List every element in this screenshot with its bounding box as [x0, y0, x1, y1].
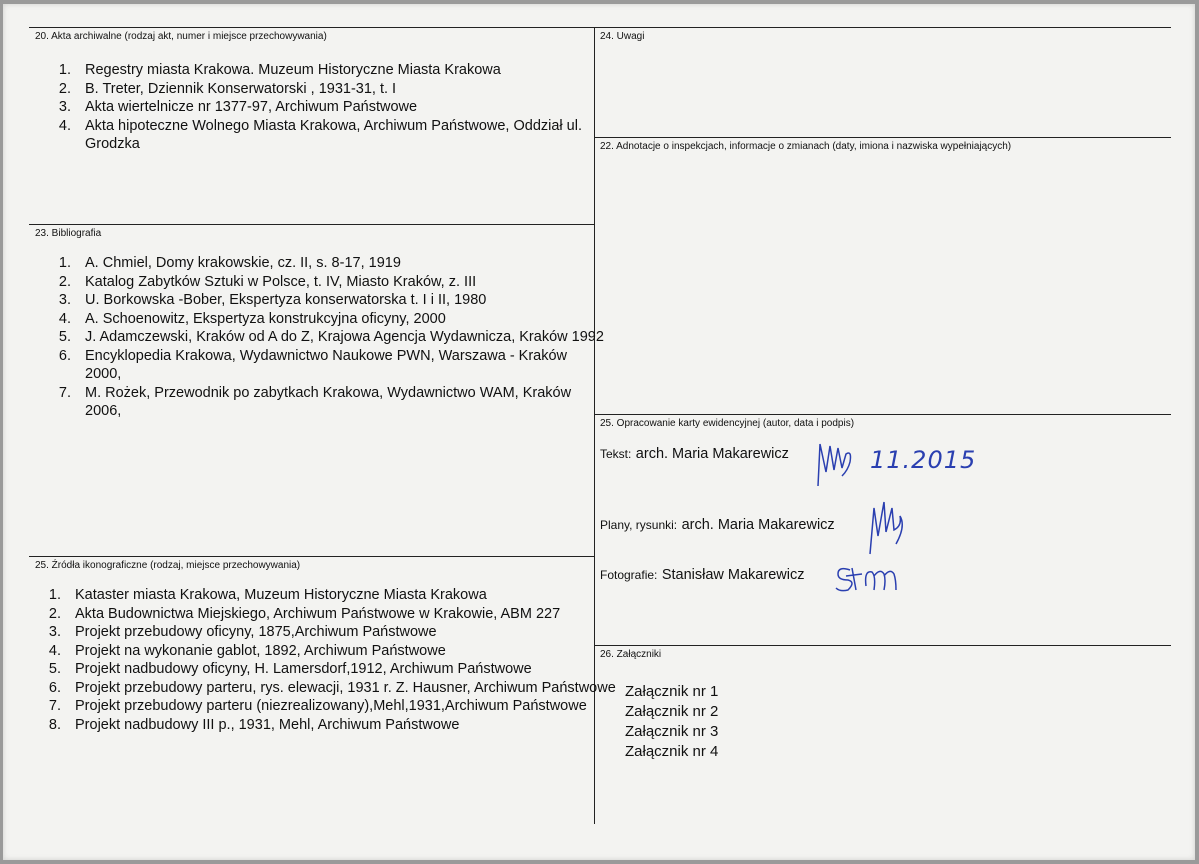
section-22-label: 22. Adnotacje o inspekcjach, informacje o zmianach (daty, imiona i nazwiska wypełniających): [600, 141, 1012, 152]
list-item: 4. Projekt na wykonanie gablot, 1892, Archiwum Państwowe: [65, 642, 627, 661]
rule-left-25: [29, 556, 594, 557]
list-item: 3. Projekt przebudowy oficyny, 1875,Archiwum Państwowe: [65, 623, 627, 642]
list-item: 2. Katalog Zabytków Sztuki w Polsce, t. IV, Miasto Kraków, z. III: [75, 273, 605, 292]
section-20-label: 20. Akta archiwalne (rodzaj akt, numer i miejsce przechowywania): [35, 31, 327, 42]
list-item: 6. Encyklopedia Krakowa, Wydawnictwo Naukowe PWN, Warszawa - Kraków 2000,: [75, 347, 605, 384]
section-24-label: 24. Uwagi: [600, 31, 645, 42]
tekst-date: 11.2015: [870, 446, 977, 474]
tekst-row: [600, 445, 789, 463]
signature-tekst-icon: [812, 436, 862, 494]
top-rule: [29, 27, 1171, 28]
list-item: 2. Akta Budownictwa Miejskiego, Archiwum Państwowe w Krakowie, ABM 227: [65, 605, 627, 624]
rule-right-22: [594, 137, 1171, 138]
list-item: 1. A. Chmiel, Domy krakowskie, cz. II, s. 8-17, 1919: [75, 254, 605, 273]
annex-item-4: Załącznik nr 4: [625, 743, 719, 760]
rule-right-26: [594, 645, 1171, 646]
list-item: 5. Projekt nadbudowy oficyny, H. Lamersdorf,1912, Archiwum Państwowe: [65, 660, 627, 679]
list-item: 4. A. Schoenowitz, Ekspertyza konstrukcyjna oficyny, 2000: [75, 310, 605, 329]
section-25-list: [20, 586, 627, 734]
list-item: 5. J. Adamczewski, Kraków od A do Z, Krajowa Agencja Wydawnicza, Kraków 1992: [75, 328, 605, 347]
list-item: 7. Projekt przebudowy parteru (niezrealizowany),Mehl,1931,Archiwum Państwowe: [65, 697, 627, 716]
rule-right-25: [594, 414, 1171, 415]
annex-item-3: Załącznik nr 3: [625, 723, 719, 740]
rule-left-23: [29, 224, 594, 225]
plany-row: [600, 516, 835, 534]
foto-label: Fotografie:: [600, 568, 658, 582]
list-item: 8. Projekt nadbudowy III p., 1931, Mehl, Archiwum Państwowe: [65, 716, 627, 735]
list-item: 4. Akta hipoteczne Wolnego Miasta Krakowa, Archiwum Państwowe, Oddział ul. Grodzka: [75, 117, 605, 154]
section-25-author-label: 25. Opracowanie karty ewidencyjnej (autor, data i podpis): [600, 418, 855, 429]
section-23-label: 23. Bibliografia: [35, 228, 102, 239]
foto-row: [600, 566, 804, 584]
section-23-list: [30, 254, 605, 421]
plany-value: arch. Maria Makarewicz: [681, 517, 835, 533]
foto-value: Stanisław Makarewicz: [661, 567, 805, 583]
section-26-label: 26. Załączniki: [600, 649, 662, 660]
list-item: 6. Projekt przebudowy parteru, rys. elewacji, 1931 r. Z. Hausner, Archiwum Państwowe: [65, 679, 627, 698]
signature-foto-icon: [832, 562, 904, 594]
list-item: 3. U. Borkowska -Bober, Ekspertyza konserwatorska t. I i II, 1980: [75, 291, 605, 310]
tekst-value: arch. Maria Makarewicz: [635, 446, 789, 462]
section-25-iconography-label: 25. Źródła ikonograficzne (rodzaj, miejsce przechowywania): [35, 560, 301, 571]
list-item: 2. B. Treter, Dziennik Konserwatorski , 1931-31, t. I: [75, 80, 605, 99]
annex-item-2: Załącznik nr 2: [625, 703, 719, 720]
section-20-list: [30, 61, 605, 154]
signature-plany-icon: [862, 496, 912, 558]
plany-label: Plany, rysunki:: [600, 518, 678, 532]
annex-item-1: Załącznik nr 1: [625, 683, 719, 700]
list-item: 3. Akta wiertelnicze nr 1377-97, Archiwum Państwowe: [75, 98, 605, 117]
list-item: 1. Regestry miasta Krakowa. Muzeum Historyczne Miasta Krakowa: [75, 61, 605, 80]
list-item: 7. M. Rożek, Przewodnik po zabytkach Krakowa, Wydawnictwo WAM, Kraków 2006,: [75, 384, 605, 421]
list-item: 1. Kataster miasta Krakowa, Muzeum Historyczne Miasta Krakowa: [65, 586, 627, 605]
tekst-label: Tekst:: [600, 447, 632, 461]
